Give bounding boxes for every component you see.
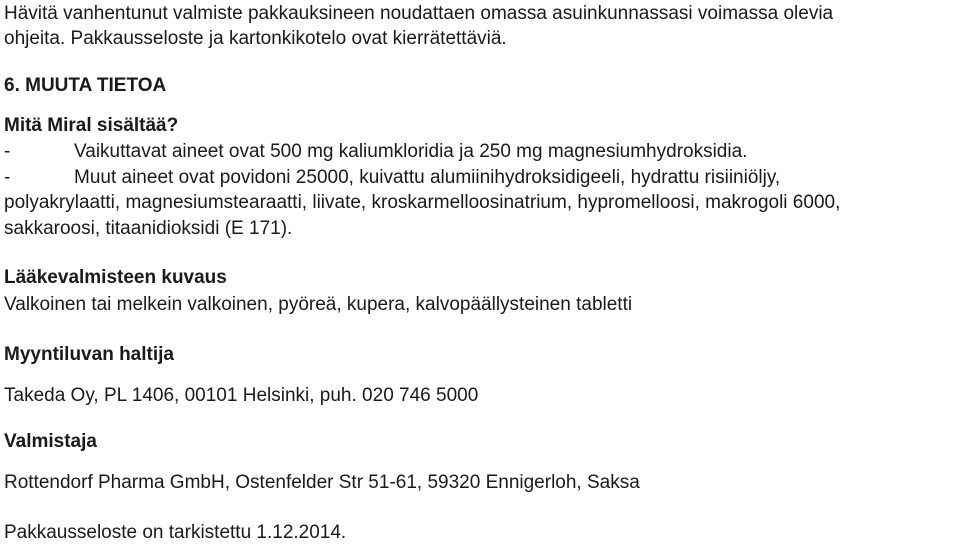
bullet-dash: -: [4, 167, 11, 188]
other-ingredients-item: [4, 166, 780, 190]
other-ingredients-text-line-1: Muut aineet ovat povidoni 25000, kuivattu alumiinihydroksidigeeli, hydrattu risiiniöljy,: [74, 167, 781, 188]
description-text: Valkoinen tai melkein valkoinen, pyöreä, kupera, kalvopäällysteinen tabletti: [4, 294, 633, 315]
other-ingredients-text-line-2: polyakrylaatti, magnesiumstearaatti, liivate, kroskarmelloosinatrium, hypromelloosi, makrogoli 6000,: [4, 192, 841, 213]
contents-heading: Mitä Miral sisältää?: [4, 115, 179, 136]
description-heading: Lääkevalmisteen kuvaus: [4, 267, 227, 288]
manufacturer-heading: Valmistaja: [4, 431, 97, 452]
other-ingredients-text-line-3: sakkaroosi, titaanidioksidi (E 171).: [4, 218, 293, 239]
disposal-text-line-2: ohjeita. Pakkausseloste ja kartonkikotelo ovat kierrätettäviä.: [4, 28, 507, 49]
disposal-text-line-1: Hävitä vanhentunut valmiste pakkauksineen noudattaen omassa asuinkunnassasi voimassa olevia: [4, 3, 834, 24]
section-heading-other-info: 6. MUUTA TIETOA: [4, 75, 167, 96]
holder-text: Takeda Oy, PL 1406, 00101 Helsinki, puh. 020 746 5000: [4, 385, 479, 406]
holder-heading: Myyntiluvan haltija: [4, 344, 174, 365]
manufacturer-text: Rottendorf Pharma GmbH, Ostenfelder Str 51-61, 59320 Ennigerloh, Saksa: [4, 472, 640, 493]
bullet-dash: -: [4, 141, 11, 162]
revision-date-text: Pakkausseloste on tarkistettu 1.12.2014.: [4, 522, 347, 543]
active-ingredients-text: Vaikuttavat aineet ovat 500 mg kaliumkloridia ja 250 mg magnesiumhydroksidia.: [74, 141, 748, 162]
active-ingredients-item: [4, 140, 747, 164]
